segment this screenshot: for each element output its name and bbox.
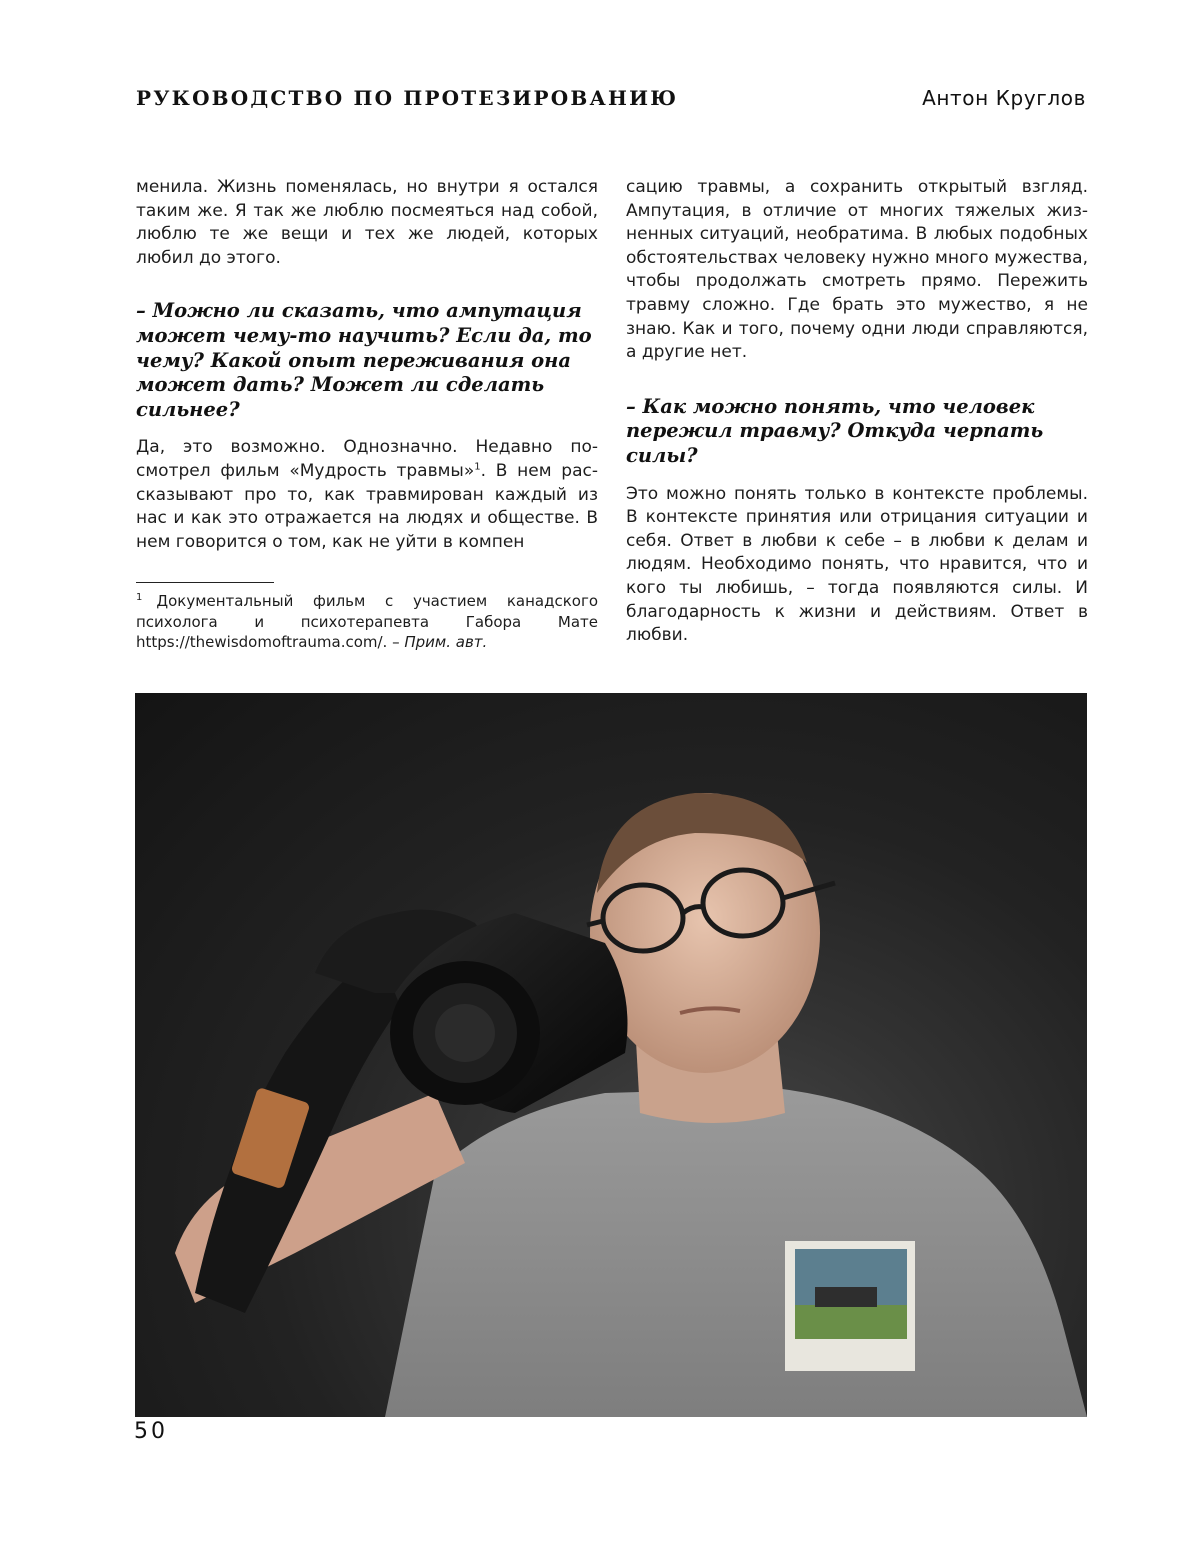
question-1: – Можно ли сказать, что ампутация может чему-то научить? Если да, то чему? Какой опыт переживания она может дать? Может ли сделать сильнее? [136, 299, 592, 421]
question-2: – Как можно понять, что человек пережил травму? Откуда черпать силы? [626, 394, 1044, 467]
footnote-reference[interactable]: 1 [474, 461, 481, 473]
right-paragraph-2: Это можно понять только в контексте проблемы. В контексте принятия или отрицания ситуации и себя. Ответ в любви к себе – в любви к делам и людям. Необходимо понять, что нравится, что и кого ты любишь, – тогда появляются силы. И благодарность к жизни и действиям. Ответ в любви. [626, 483, 1088, 646]
shirt [385, 1088, 1087, 1417]
portrait-illustration [135, 693, 1087, 1417]
left-paragraph-2-part-2: . В нем рассказывают про то, как травмирован каждый из нас и как это отражается на людях и обществе. В нем говорится о том, как не уйти в компен [136, 460, 598, 552]
right-paragraph-1: сацию травмы, а сохранить открытый взгляд. Ампутация, в отличие от многих тяжелых жизненных ситуаций, необратима. В любых подобных обстоятельствах человеку нужно много мужества, чтобы продолжать смотреть прямо. Пережить травму сложно. Где брать это мужество, я не знаю. Как и того, почему одни люди справляются, а другие нет. [626, 177, 1088, 363]
footnote-note: Прим. авт. [404, 633, 488, 652]
page-number: 50 [134, 1419, 168, 1444]
right-column [626, 176, 1088, 648]
left-paragraph-1: менила. Жизнь поменялась, но внутри я остался таким же. Я так же люблю посмеяться над собой, люблю те же вещи и тех же людей, которых любил до этого. [136, 177, 598, 268]
left-column [136, 176, 598, 653]
left-paragraph-2-part-1: Да, это возможно. Однозначно. Недавно посмотрел фильм «Мудрость травмы» [136, 437, 598, 481]
footnote-number: 1 [136, 592, 143, 604]
footnote-divider [136, 582, 274, 583]
left-paragraph-2 [136, 436, 598, 554]
running-head-author: Антон Круглов [922, 86, 1086, 110]
portrait-photo [135, 693, 1087, 1417]
footnote [136, 591, 598, 653]
running-head-title: РУКОВОДСТВО ПО ПРОТЕЗИРОВАНИЮ [136, 86, 679, 110]
footnote-text: Документальный фильм с участием канадского психолога и психотерапевта Габора Мате https://thewisdomoftrauma.com/. – [136, 592, 598, 652]
